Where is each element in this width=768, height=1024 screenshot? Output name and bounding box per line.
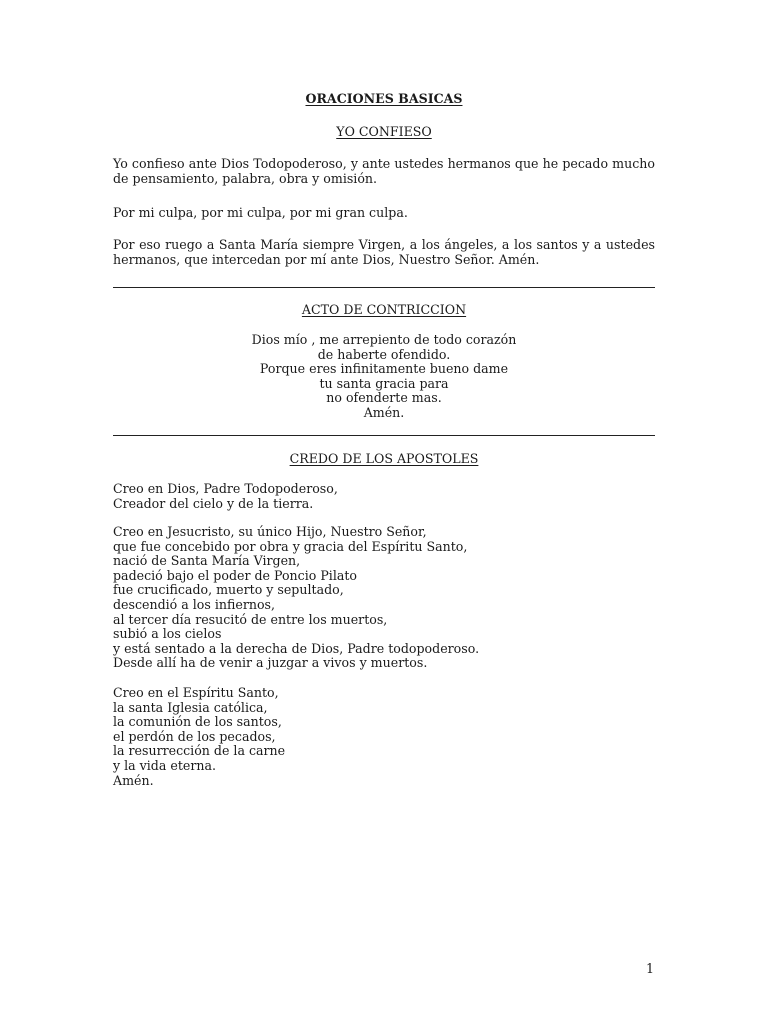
prayer-line: Amén. xyxy=(113,772,154,788)
prayer-line: padeció bajo el poder de Poncio Pilato xyxy=(113,567,357,583)
credo-stanza-3 xyxy=(113,686,655,788)
prayer-line: la resurrección de la carne xyxy=(113,743,286,759)
prayer-line: descendió a los infiernos, xyxy=(113,596,276,612)
prayer-line: fue crucificado, muerto y sepultado, xyxy=(113,582,344,598)
section-divider xyxy=(113,435,655,436)
prayer-line: Creo en Jesucristo, su único Hijo, Nuestro Señor, xyxy=(113,524,427,539)
section-heading-credo: CREDO DE LOS APOSTOLES xyxy=(289,451,479,466)
yo-confieso-paragraph-1: Yo confieso ante Dios Todopoderoso, y ante ustedes hermanos que he pecado mucho de pensamiento, palabra, obra y omisión. xyxy=(113,156,655,186)
prayer-line: Creador del cielo y de la tierra. xyxy=(113,495,314,511)
prayer-line: Creo en Dios, Padre Todopoderoso, xyxy=(113,481,338,496)
yo-confieso-paragraph-3: Por eso ruego a Santa María siempre Virgen, a los ángeles, a los santos y a ustedes hermanos, que intercedan por mí ante Dios, Nuestro Señor. Amén. xyxy=(113,237,655,267)
prayer-line: subió a los cielos xyxy=(113,626,222,642)
prayer-line: tu santa gracia para xyxy=(319,375,449,391)
prayer-line: la santa Iglesia católica, xyxy=(113,699,268,715)
prayer-line: Porque eres infinitamente bueno dame xyxy=(259,361,509,377)
page-number: 1 xyxy=(646,961,655,976)
section-heading-yo-confieso: YO CONFIESO xyxy=(336,124,432,139)
section-heading-acto-de-contriccion: ACTO DE CONTRICCION xyxy=(301,302,467,317)
prayer-line: no ofenderte mas. xyxy=(326,390,442,406)
credo-stanza-2 xyxy=(113,525,655,671)
section-divider xyxy=(113,287,655,288)
acto-de-contriccion-text xyxy=(113,333,655,421)
prayer-line: al tercer día resucitó de entre los muertos, xyxy=(113,611,388,627)
prayer-line: la comunión de los santos, xyxy=(113,714,282,730)
prayer-line: Amén. xyxy=(363,404,405,420)
prayer-line: nació de Santa María Virgen, xyxy=(113,553,301,569)
prayer-line: Creo en el Espíritu Santo, xyxy=(113,685,279,700)
prayer-line: Desde allí ha de venir a juzgar a vivos y muertos. xyxy=(113,655,428,671)
document-page xyxy=(113,0,655,1024)
prayer-line: de haberte ofendido. xyxy=(317,346,451,362)
prayer-line: Dios mío , me arrepiento de todo corazón xyxy=(251,332,517,347)
prayer-line: que fue concebido por obra y gracia del Espíritu Santo, xyxy=(113,538,468,554)
document-title: ORACIONES BASICAS xyxy=(305,91,463,106)
yo-confieso-paragraph-2: Por mi culpa, por mi culpa, por mi gran culpa. xyxy=(113,205,408,220)
prayer-line: el perdón de los pecados, xyxy=(113,728,276,744)
prayer-line: y la vida eterna. xyxy=(113,757,216,773)
credo-stanza-1 xyxy=(113,482,655,511)
prayer-line: y está sentado a la derecha de Dios, Padre todopoderoso. xyxy=(113,640,480,656)
